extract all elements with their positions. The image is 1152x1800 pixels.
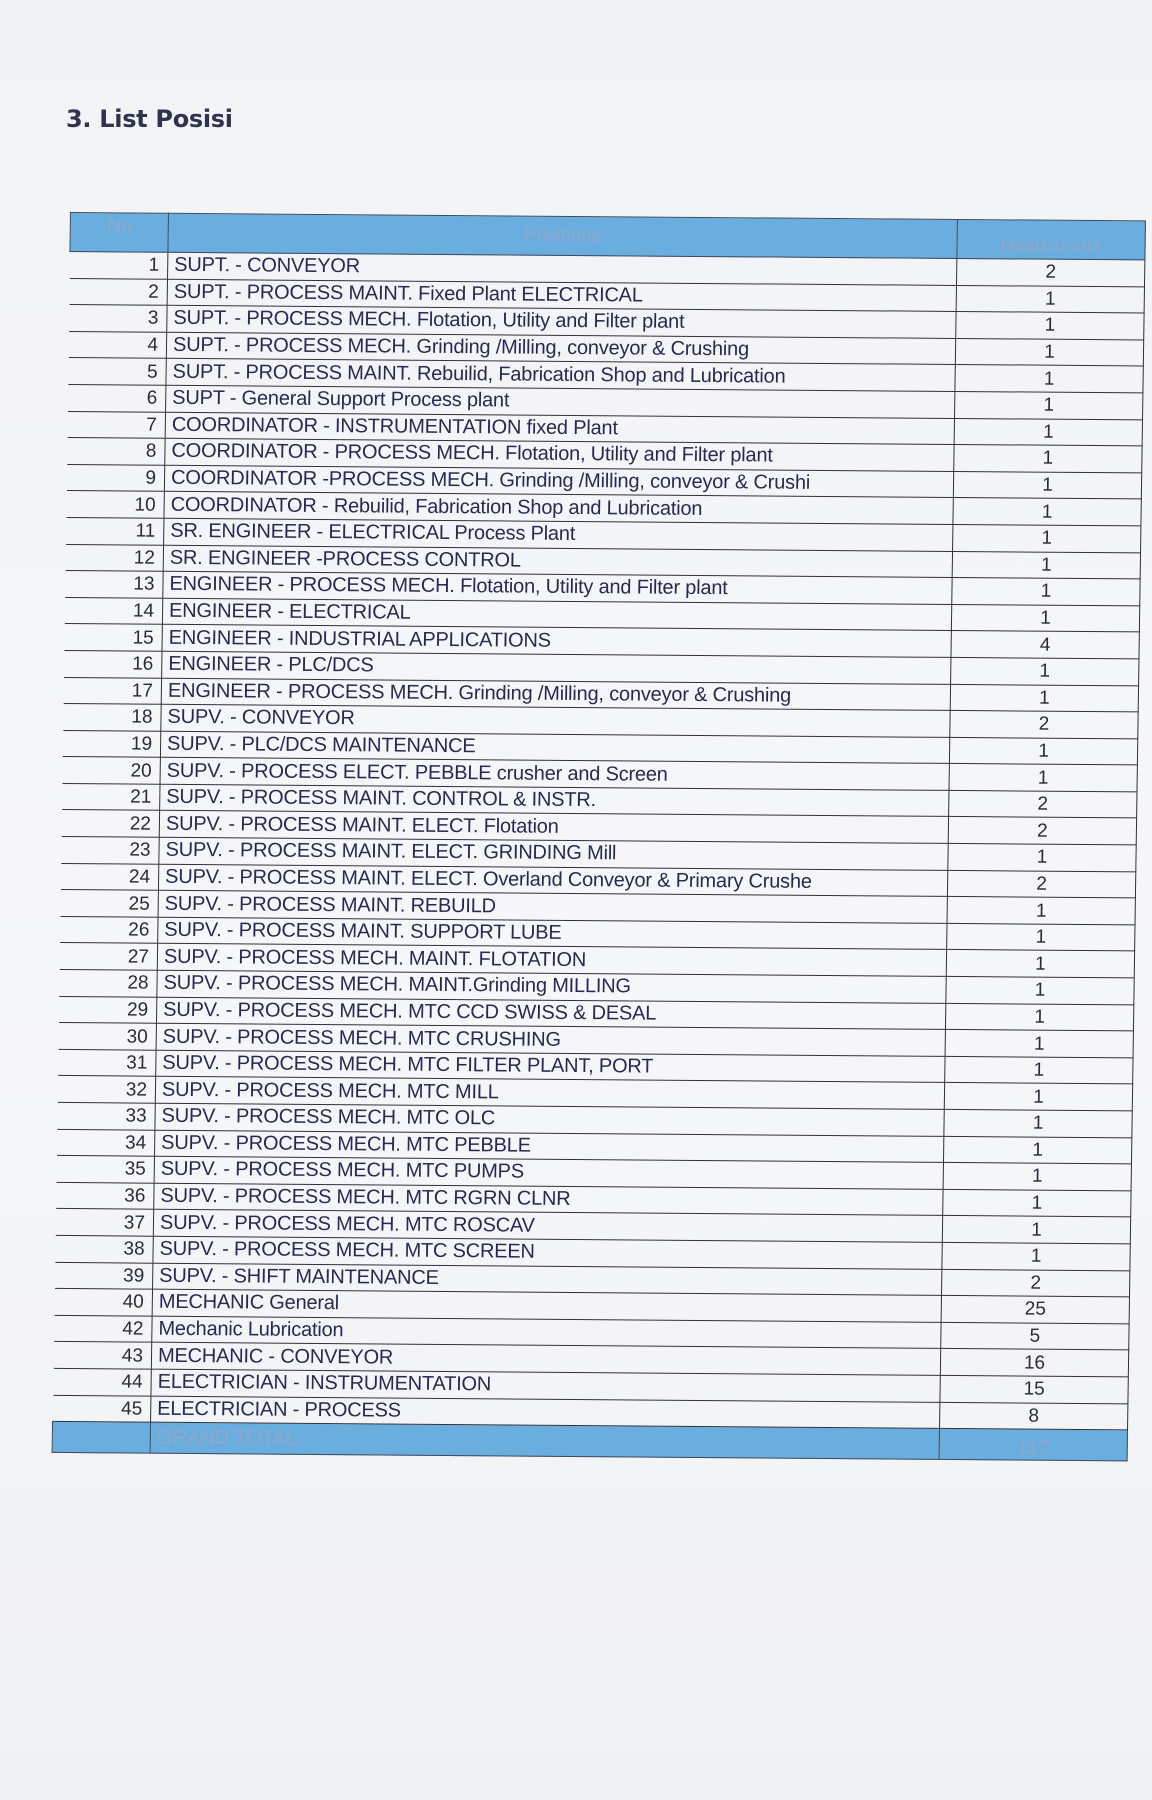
row-number: 40 [54, 1289, 152, 1316]
row-number: 45 [53, 1395, 151, 1422]
header-no: No [70, 213, 169, 253]
row-number: 3 [69, 305, 167, 332]
positions-table [52, 212, 1146, 1461]
row-headcount: 1 [956, 285, 1144, 313]
positions-table-wrapper [52, 212, 1145, 1461]
row-headcount: 1 [951, 657, 1139, 685]
row-number: 13 [65, 571, 163, 598]
row-headcount: 25 [941, 1296, 1129, 1324]
header-positions: Positions [168, 213, 958, 258]
row-position: ELECTRICIAN - INSTRUMENTATION [151, 1369, 940, 1402]
row-number: 5 [68, 358, 166, 385]
row-headcount: 1 [942, 1242, 1130, 1270]
row-headcount: 1 [955, 365, 1143, 393]
grand-total-value: 117 [939, 1428, 1127, 1460]
row-headcount: 2 [948, 817, 1136, 845]
row-headcount: 2 [950, 711, 1138, 739]
row-position: SUPV. - CONVEYOR [161, 704, 950, 737]
row-number: 38 [55, 1235, 153, 1262]
row-headcount: 2 [942, 1269, 1130, 1297]
row-headcount: 2 [949, 790, 1137, 818]
grand-total-label: GRAND TOTAL [150, 1422, 939, 1459]
row-position: ENGINEER - PROCESS MECH. Flotation, Utility and Filter plant [163, 571, 952, 604]
row-number: 4 [68, 331, 166, 358]
row-position: SUPV. - SHIFT MAINTENANCE [153, 1263, 942, 1296]
row-headcount: 15 [940, 1375, 1128, 1403]
row-headcount: 1 [951, 604, 1139, 632]
row-number: 1 [70, 252, 168, 279]
row-headcount: 1 [944, 1109, 1132, 1137]
row-number: 30 [58, 1023, 156, 1050]
row-number: 17 [63, 677, 161, 704]
row-number: 28 [59, 969, 157, 996]
row-number: 36 [56, 1182, 154, 1209]
row-headcount: 1 [952, 578, 1140, 606]
row-position: SUPT. - PROCESS MECH. Grinding /Milling, conveyor & Crushing [166, 332, 955, 365]
row-headcount: 5 [941, 1322, 1129, 1350]
row-position: SUPV. - PROCESS MAINT. ELECT. Flotation [159, 811, 948, 844]
row-position: SUPT. - CONVEYOR [168, 252, 957, 285]
row-number: 29 [58, 996, 156, 1023]
row-position: ENGINEER - PROCESS MECH. Grinding /Milling, conveyor & Crushing [161, 678, 950, 711]
row-position: SUPT. - PROCESS MAINT. Rebuilid, Fabrication Shop and Lubrication [166, 359, 955, 392]
row-headcount: 1 [946, 976, 1134, 1004]
row-position: SUPV. - PROCESS MECH. MTC MILL [155, 1077, 944, 1110]
row-headcount: 1 [942, 1216, 1130, 1244]
row-number: 21 [62, 783, 160, 810]
row-number: 9 [66, 464, 164, 491]
row-position: COORDINATOR - INSTRUMENTATION fixed Plant [165, 412, 954, 445]
row-headcount: 1 [946, 950, 1134, 978]
row-headcount: 16 [940, 1349, 1128, 1377]
row-position: SUPV. - PROCESS ELECT. PEBBLE crusher and Screen [160, 758, 949, 791]
row-position: MECHANIC General [152, 1289, 941, 1322]
row-number: 23 [61, 837, 159, 864]
row-headcount: 1 [949, 737, 1137, 765]
row-headcount: 1 [943, 1163, 1131, 1191]
row-headcount: 2 [947, 870, 1135, 898]
row-position: SUPV. - PROCESS MECH. MTC CRUSHING [156, 1023, 945, 1056]
row-number: 24 [60, 863, 158, 890]
row-number: 22 [61, 810, 159, 837]
row-number: 37 [55, 1209, 153, 1236]
row-position: COORDINATOR - Rebuilid, Fabrication Shop and Lubrication [164, 492, 953, 525]
row-number: 20 [62, 757, 160, 784]
row-number: 42 [54, 1315, 152, 1342]
row-position: ENGINEER - INDUSTRIAL APPLICATIONS [162, 625, 951, 658]
row-position: SUPV. - PROCESS MAINT. ELECT. Overland Conveyor & Primary Crushe [158, 864, 947, 897]
row-number: 31 [58, 1049, 156, 1076]
row-headcount: 1 [956, 312, 1144, 340]
row-headcount: 1 [947, 923, 1135, 951]
row-position: SUPV. - PROCESS MECH. MTC PEBBLE [154, 1130, 943, 1163]
row-headcount: 1 [945, 1003, 1133, 1031]
row-position: ELECTRICIAN - PROCESS [151, 1396, 940, 1429]
row-headcount: 2 [956, 258, 1144, 286]
row-position: SUPT - General Support Process plant [166, 385, 955, 418]
row-headcount: 1 [950, 684, 1138, 712]
row-number: 11 [66, 517, 164, 544]
header-headcounts: Headcounts [957, 219, 1146, 259]
row-position: COORDINATOR - PROCESS MECH. Flotation, Utility and Filter plant [165, 438, 954, 471]
row-number: 35 [56, 1156, 154, 1183]
row-position: SUPV. - PROCESS MECH. MAINT. FLOTATION [157, 944, 946, 977]
row-headcount: 1 [945, 1030, 1133, 1058]
row-position: ENGINEER - ELECTRICAL [162, 598, 951, 631]
row-number: 12 [65, 544, 163, 571]
row-number: 7 [67, 411, 165, 438]
row-headcount: 8 [940, 1402, 1128, 1430]
row-number: 39 [55, 1262, 153, 1289]
row-number: 6 [68, 384, 166, 411]
row-number: 26 [60, 916, 158, 943]
row-headcount: 4 [951, 631, 1139, 659]
row-headcount: 1 [947, 897, 1135, 925]
row-position: MECHANIC - CONVEYOR [151, 1343, 940, 1376]
row-position: SUPV. - PROCESS MECH. MTC FILTER PLANT, PORT [156, 1050, 945, 1083]
row-number: 8 [67, 438, 165, 465]
row-position: SUPV. - PROCESS MECH. MTC ROSCAV [153, 1210, 942, 1243]
row-position: SUPV. - PROCESS MAINT. CONTROL & INSTR. [160, 784, 949, 817]
row-headcount: 1 [954, 445, 1142, 473]
row-position: SUPV. - PROCESS MAINT. ELECT. GRINDING Mill [159, 837, 948, 870]
row-position: SUPV. - PROCESS MECH. MAINT.Grinding MILLING [157, 970, 946, 1003]
table-body [53, 252, 1145, 1430]
row-position: SUPV. - PROCESS MECH. MTC OLC [155, 1103, 944, 1136]
row-headcount: 1 [943, 1189, 1131, 1217]
row-headcount: 1 [953, 498, 1141, 526]
row-position: SUPV. - PLC/DCS MAINTENANCE [160, 731, 949, 764]
row-headcount: 1 [953, 524, 1141, 552]
row-position: SUPV. - PROCESS MAINT. REBUILD [158, 890, 947, 923]
row-position: SR. ENGINEER - ELECTRICAL Process Plant [164, 518, 953, 551]
row-number: 18 [63, 704, 161, 731]
row-headcount: 1 [943, 1136, 1131, 1164]
row-number: 32 [57, 1076, 155, 1103]
row-headcount: 1 [948, 843, 1136, 871]
row-headcount: 1 [949, 764, 1137, 792]
row-headcount: 1 [944, 1083, 1132, 1111]
row-headcount: 1 [954, 418, 1142, 446]
row-headcount: 1 [945, 1056, 1133, 1084]
row-number: 33 [57, 1102, 155, 1129]
row-position: SUPV. - PROCESS MECH. MTC PUMPS [154, 1156, 943, 1189]
grand-total-spacer [52, 1422, 150, 1454]
row-headcount: 1 [952, 551, 1140, 579]
row-headcount: 1 [955, 338, 1143, 366]
row-position: SR. ENGINEER -PROCESS CONTROL [163, 545, 952, 578]
row-position: Mechanic Lubrication [152, 1316, 941, 1349]
row-position: ENGINEER - PLC/DCS [162, 651, 951, 684]
row-number: 14 [64, 597, 162, 624]
row-position: SUPT. - PROCESS MAINT. Fixed Plant ELECTRICAL [167, 279, 956, 312]
row-number: 16 [64, 650, 162, 677]
row-position: SUPV. - PROCESS MECH. MTC RGRN CLNR [154, 1183, 943, 1216]
row-headcount: 1 [953, 471, 1141, 499]
row-number: 44 [53, 1368, 151, 1395]
row-position: SUPV. - PROCESS MECH. MTC CCD SWISS & DESAL [156, 997, 945, 1030]
row-number: 25 [60, 890, 158, 917]
row-number: 2 [69, 278, 167, 305]
row-number: 34 [57, 1129, 155, 1156]
row-position: SUPT. - PROCESS MECH. Flotation, Utility and Filter plant [167, 305, 956, 338]
row-position: COORDINATOR -PROCESS MECH. Grinding /Milling, conveyor & Crushi [164, 465, 953, 498]
section-heading: 3. List Posisi [66, 105, 233, 133]
row-number: 27 [59, 943, 157, 970]
row-number: 10 [66, 491, 164, 518]
row-position: SUPV. - PROCESS MECH. MTC SCREEN [153, 1236, 942, 1269]
row-position: SUPV. - PROCESS MAINT. SUPPORT LUBE [158, 917, 947, 950]
row-number: 15 [64, 624, 162, 651]
row-number: 19 [62, 730, 160, 757]
row-headcount: 1 [955, 391, 1143, 419]
row-number: 43 [53, 1342, 151, 1369]
